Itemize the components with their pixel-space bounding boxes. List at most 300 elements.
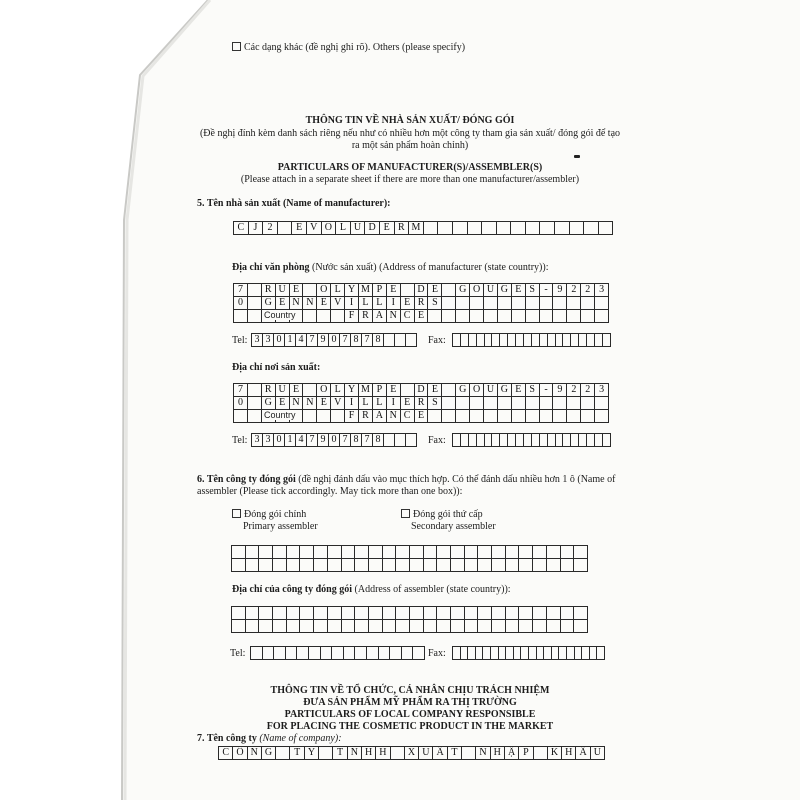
char-cell[interactable]	[573, 545, 588, 559]
char-cell[interactable]: D	[414, 383, 429, 397]
char-cell[interactable]	[452, 221, 468, 235]
char-cell[interactable]	[302, 283, 317, 297]
char-cell[interactable]	[497, 309, 512, 323]
char-cell[interactable]	[469, 309, 484, 323]
char-cell[interactable]	[455, 396, 470, 410]
char-cell[interactable]	[552, 309, 567, 323]
char-cell[interactable]	[277, 221, 293, 235]
char-cell[interactable]	[247, 296, 262, 310]
char-cell[interactable]: F	[344, 309, 359, 323]
char-cell[interactable]	[464, 558, 479, 572]
char-cell[interactable]	[546, 558, 561, 572]
char-cell[interactable]	[450, 619, 465, 633]
char-cell[interactable]	[539, 296, 554, 310]
char-cell[interactable]	[598, 221, 614, 235]
char-cell[interactable]: H	[490, 746, 505, 760]
char-cell[interactable]: T	[447, 746, 462, 760]
char-cell[interactable]: 4	[295, 433, 307, 447]
char-cell[interactable]: G	[455, 383, 470, 397]
char-cell[interactable]	[505, 619, 520, 633]
char-cell[interactable]	[491, 558, 506, 572]
char-cell[interactable]: T	[289, 746, 304, 760]
office-tel-grid[interactable]	[251, 333, 416, 347]
char-cell[interactable]	[533, 746, 548, 760]
char-cell[interactable]: E	[379, 221, 395, 235]
char-cell[interactable]	[481, 221, 497, 235]
char-cell[interactable]	[441, 296, 456, 310]
char-cell[interactable]: E	[400, 296, 415, 310]
char-cell[interactable]	[233, 409, 248, 423]
char-cell[interactable]	[247, 396, 262, 410]
char-cell[interactable]	[247, 409, 262, 423]
char-cell[interactable]	[395, 619, 410, 633]
char-cell[interactable]: E	[289, 283, 304, 297]
char-cell[interactable]	[368, 558, 383, 572]
char-cell[interactable]: 0	[233, 296, 248, 310]
char-cell[interactable]	[594, 309, 609, 323]
char-cell[interactable]	[382, 619, 397, 633]
char-cell[interactable]	[341, 558, 356, 572]
char-cell[interactable]	[469, 396, 484, 410]
char-cell[interactable]: N	[386, 409, 401, 423]
char-cell[interactable]: R	[414, 396, 429, 410]
char-cell[interactable]	[539, 409, 554, 423]
char-cell[interactable]	[313, 606, 328, 620]
char-cell[interactable]: V	[306, 221, 322, 235]
char-cell[interactable]: 7	[361, 333, 373, 347]
char-cell[interactable]: 3	[262, 333, 274, 347]
char-cell[interactable]	[461, 746, 476, 760]
char-cell[interactable]	[554, 221, 570, 235]
char-cell[interactable]: 1	[284, 333, 296, 347]
char-cell[interactable]	[594, 409, 609, 423]
char-cell[interactable]: 7	[339, 433, 351, 447]
char-cell[interactable]	[602, 333, 611, 347]
char-cell[interactable]: R	[394, 221, 410, 235]
factory-address-row[interactable]	[233, 396, 608, 410]
char-cell[interactable]: D	[414, 283, 429, 297]
char-cell[interactable]	[368, 619, 383, 633]
char-cell[interactable]: C	[400, 309, 415, 323]
char-cell[interactable]	[405, 333, 417, 347]
char-cell[interactable]: Y	[304, 746, 319, 760]
char-cell[interactable]: P	[518, 746, 533, 760]
char-cell[interactable]	[341, 619, 356, 633]
char-cell[interactable]: J	[248, 221, 264, 235]
char-cell[interactable]: O	[469, 383, 484, 397]
char-cell[interactable]	[258, 558, 273, 572]
char-cell[interactable]: S	[525, 383, 540, 397]
char-cell[interactable]	[341, 606, 356, 620]
char-cell[interactable]	[437, 221, 453, 235]
char-cell[interactable]	[436, 619, 451, 633]
char-cell[interactable]	[573, 558, 588, 572]
char-cell[interactable]	[525, 221, 541, 235]
primary-assembler-checkbox[interactable]	[232, 509, 241, 518]
char-cell[interactable]	[518, 545, 533, 559]
char-cell[interactable]: Ẩ	[575, 746, 590, 760]
char-cell[interactable]	[477, 545, 492, 559]
char-cell[interactable]: G	[261, 746, 276, 760]
char-cell[interactable]: E	[414, 309, 429, 323]
char-cell[interactable]: 0	[273, 333, 285, 347]
char-cell[interactable]	[390, 746, 405, 760]
char-cell[interactable]	[245, 545, 260, 559]
char-cell[interactable]	[505, 558, 520, 572]
char-cell[interactable]	[423, 606, 438, 620]
char-cell[interactable]	[441, 409, 456, 423]
char-cell[interactable]: U	[418, 746, 433, 760]
char-cell[interactable]: E	[386, 283, 401, 297]
char-cell[interactable]: U	[275, 283, 290, 297]
char-cell[interactable]: 9	[552, 283, 567, 297]
char-cell[interactable]	[518, 558, 533, 572]
char-cell[interactable]	[286, 558, 301, 572]
char-cell[interactable]	[532, 619, 547, 633]
char-cell[interactable]	[299, 606, 314, 620]
char-cell[interactable]	[436, 558, 451, 572]
char-cell[interactable]	[330, 409, 345, 423]
char-cell[interactable]	[546, 545, 561, 559]
factory-address-row[interactable]	[233, 383, 608, 397]
char-cell[interactable]: 2	[580, 283, 595, 297]
char-cell[interactable]: C	[233, 221, 249, 235]
char-cell[interactable]	[496, 221, 512, 235]
char-cell[interactable]	[395, 558, 410, 572]
manufacturer-name-grid[interactable]	[233, 221, 612, 235]
char-cell[interactable]	[382, 558, 397, 572]
char-cell[interactable]: Y	[344, 383, 359, 397]
char-cell[interactable]: H	[561, 746, 576, 760]
char-cell[interactable]	[483, 409, 498, 423]
char-cell[interactable]: 0	[273, 433, 285, 447]
char-cell[interactable]: G	[261, 296, 276, 310]
char-cell[interactable]	[518, 606, 533, 620]
char-cell[interactable]	[327, 558, 342, 572]
char-cell[interactable]	[245, 606, 260, 620]
char-cell[interactable]	[313, 619, 328, 633]
char-cell[interactable]	[409, 606, 424, 620]
char-cell[interactable]	[573, 606, 588, 620]
char-cell[interactable]	[477, 606, 492, 620]
char-cell[interactable]	[497, 296, 512, 310]
char-cell[interactable]: N	[289, 396, 304, 410]
char-cell[interactable]	[566, 409, 581, 423]
char-cell[interactable]: 3	[594, 283, 609, 297]
char-cell[interactable]	[483, 396, 498, 410]
char-cell[interactable]	[594, 396, 609, 410]
primary-assembler-option[interactable]: Đóng gói chính	[232, 509, 306, 520]
char-cell[interactable]: U	[483, 383, 498, 397]
char-cell[interactable]	[272, 545, 287, 559]
char-cell[interactable]	[382, 545, 397, 559]
char-cell[interactable]	[505, 545, 520, 559]
char-cell[interactable]: 8	[350, 333, 362, 347]
char-cell[interactable]: E	[400, 396, 415, 410]
char-cell[interactable]: E	[427, 383, 442, 397]
char-cell[interactable]: 3	[262, 433, 274, 447]
char-cell[interactable]	[354, 606, 369, 620]
char-cell[interactable]	[409, 558, 424, 572]
char-cell[interactable]: 7	[233, 383, 248, 397]
char-cell[interactable]: G	[455, 283, 470, 297]
char-cell[interactable]: R	[358, 309, 373, 323]
char-cell[interactable]: E	[511, 283, 526, 297]
char-cell[interactable]: D	[364, 221, 380, 235]
char-cell[interactable]	[231, 606, 246, 620]
office-address-row[interactable]	[233, 296, 608, 310]
char-cell[interactable]	[596, 646, 605, 660]
char-cell[interactable]: Ô	[232, 746, 247, 760]
char-cell[interactable]	[302, 309, 317, 323]
char-cell[interactable]	[510, 221, 526, 235]
char-cell[interactable]	[525, 296, 540, 310]
char-cell[interactable]	[231, 545, 246, 559]
char-cell[interactable]	[412, 646, 425, 660]
char-cell[interactable]: H	[375, 746, 390, 760]
char-cell[interactable]	[258, 619, 273, 633]
char-cell[interactable]	[483, 309, 498, 323]
char-cell[interactable]	[450, 545, 465, 559]
char-cell[interactable]: G	[261, 396, 276, 410]
char-cell[interactable]: L	[372, 396, 387, 410]
char-cell[interactable]: R	[414, 296, 429, 310]
char-cell[interactable]	[330, 309, 345, 323]
char-cell[interactable]: L	[358, 296, 373, 310]
assembler-address-row[interactable]	[231, 606, 587, 620]
char-cell[interactable]: P	[372, 283, 387, 297]
char-cell[interactable]	[275, 746, 290, 760]
assembler-address-row[interactable]	[231, 619, 587, 633]
char-cell[interactable]	[441, 309, 456, 323]
char-cell[interactable]: U	[275, 383, 290, 397]
char-cell[interactable]: E	[289, 383, 304, 397]
char-cell[interactable]	[525, 396, 540, 410]
char-cell[interactable]	[395, 606, 410, 620]
char-cell[interactable]: U	[483, 283, 498, 297]
char-cell[interactable]: R	[261, 283, 276, 297]
char-cell[interactable]	[272, 558, 287, 572]
char-cell[interactable]	[511, 309, 526, 323]
char-cell[interactable]: E	[275, 296, 290, 310]
char-cell[interactable]	[525, 309, 540, 323]
char-cell[interactable]	[464, 545, 479, 559]
char-cell[interactable]: G	[497, 283, 512, 297]
char-cell[interactable]	[539, 396, 554, 410]
char-cell[interactable]: 0	[328, 433, 340, 447]
char-cell[interactable]	[318, 746, 333, 760]
char-cell[interactable]	[546, 619, 561, 633]
char-cell[interactable]: N	[475, 746, 490, 760]
char-cell[interactable]	[327, 606, 342, 620]
char-cell[interactable]: A	[372, 409, 387, 423]
char-cell[interactable]	[580, 309, 595, 323]
others-checkbox[interactable]	[232, 42, 241, 51]
char-cell[interactable]	[368, 545, 383, 559]
char-cell[interactable]	[573, 619, 588, 633]
char-cell[interactable]: G	[497, 383, 512, 397]
char-cell[interactable]: R	[261, 383, 276, 397]
char-cell[interactable]: 9	[552, 383, 567, 397]
char-cell[interactable]	[525, 409, 540, 423]
char-cell[interactable]	[441, 383, 456, 397]
char-cell[interactable]	[580, 296, 595, 310]
char-cell[interactable]	[341, 545, 356, 559]
char-cell[interactable]: 7	[361, 433, 373, 447]
char-cell[interactable]: 8	[372, 433, 384, 447]
char-cell[interactable]	[423, 619, 438, 633]
char-cell[interactable]: O	[321, 221, 337, 235]
char-cell[interactable]	[539, 221, 555, 235]
char-cell[interactable]: 2	[566, 283, 581, 297]
char-cell[interactable]	[560, 558, 575, 572]
char-cell[interactable]	[455, 296, 470, 310]
char-cell[interactable]	[423, 558, 438, 572]
assembler-address-grid[interactable]	[231, 606, 587, 632]
char-cell[interactable]: Ấ	[432, 746, 447, 760]
char-cell[interactable]	[436, 545, 451, 559]
char-cell[interactable]	[247, 309, 262, 323]
char-cell[interactable]	[245, 558, 260, 572]
char-cell[interactable]	[560, 545, 575, 559]
office-address-row[interactable]	[233, 283, 608, 297]
char-cell[interactable]: F	[344, 409, 359, 423]
char-cell[interactable]: V	[330, 296, 345, 310]
char-cell[interactable]: 7	[306, 433, 318, 447]
assembler-name-row[interactable]	[231, 558, 587, 572]
char-cell[interactable]: O	[316, 383, 331, 397]
char-cell[interactable]: N	[302, 396, 317, 410]
char-cell[interactable]	[441, 396, 456, 410]
char-cell[interactable]	[302, 383, 317, 397]
char-cell[interactable]	[400, 283, 415, 297]
char-cell[interactable]: E	[316, 296, 331, 310]
char-cell[interactable]	[354, 558, 369, 572]
char-cell[interactable]	[477, 558, 492, 572]
char-cell[interactable]	[405, 433, 417, 447]
char-cell[interactable]	[316, 409, 331, 423]
char-cell[interactable]: N	[247, 746, 262, 760]
char-cell[interactable]	[518, 619, 533, 633]
char-cell[interactable]	[477, 619, 492, 633]
char-cell[interactable]	[511, 296, 526, 310]
char-cell[interactable]	[436, 606, 451, 620]
assembler-name-row[interactable]	[231, 545, 587, 559]
char-cell[interactable]: E	[427, 283, 442, 297]
char-cell[interactable]: E	[316, 396, 331, 410]
char-cell[interactable]	[427, 309, 442, 323]
char-cell[interactable]: 7	[339, 333, 351, 347]
char-cell[interactable]	[423, 545, 438, 559]
char-cell[interactable]	[602, 433, 611, 447]
char-cell[interactable]: -	[539, 283, 554, 297]
char-cell[interactable]	[594, 296, 609, 310]
char-cell[interactable]	[532, 558, 547, 572]
char-cell[interactable]: O	[316, 283, 331, 297]
char-cell[interactable]	[272, 606, 287, 620]
char-cell[interactable]: E	[414, 409, 429, 423]
char-cell[interactable]: T	[332, 746, 347, 760]
char-cell[interactable]: U	[350, 221, 366, 235]
char-cell[interactable]	[400, 383, 415, 397]
char-cell[interactable]	[566, 309, 581, 323]
char-cell[interactable]: L	[358, 396, 373, 410]
assembler-fax-grid[interactable]	[452, 646, 604, 660]
char-cell[interactable]	[327, 619, 342, 633]
others-option[interactable]: Các dạng khác (đề nghị ghi rõ). Others (please specify)	[232, 42, 465, 53]
char-cell[interactable]	[286, 606, 301, 620]
char-cell[interactable]	[511, 409, 526, 423]
char-cell[interactable]	[427, 409, 442, 423]
char-cell[interactable]: S	[525, 283, 540, 297]
char-cell[interactable]	[580, 396, 595, 410]
char-cell[interactable]	[247, 383, 262, 397]
char-cell[interactable]	[455, 409, 470, 423]
char-cell[interactable]: 3	[251, 333, 263, 347]
char-cell[interactable]: E	[386, 383, 401, 397]
office-fax-grid[interactable]	[452, 333, 610, 347]
char-cell[interactable]: 0	[328, 333, 340, 347]
char-cell[interactable]	[539, 309, 554, 323]
char-cell[interactable]	[491, 545, 506, 559]
char-cell[interactable]: U	[590, 746, 605, 760]
char-cell[interactable]	[313, 558, 328, 572]
char-cell[interactable]	[505, 606, 520, 620]
char-cell[interactable]	[583, 221, 599, 235]
char-cell[interactable]: N	[347, 746, 362, 760]
char-cell[interactable]	[450, 606, 465, 620]
char-cell[interactable]: I	[386, 296, 401, 310]
char-cell[interactable]	[469, 296, 484, 310]
char-cell[interactable]	[231, 558, 246, 572]
char-cell[interactable]	[469, 409, 484, 423]
char-cell[interactable]	[491, 606, 506, 620]
char-cell[interactable]	[569, 221, 585, 235]
char-cell[interactable]: V	[330, 396, 345, 410]
char-cell[interactable]	[580, 409, 595, 423]
char-cell[interactable]	[299, 619, 314, 633]
char-cell[interactable]: 3	[251, 433, 263, 447]
char-cell[interactable]: M	[358, 383, 373, 397]
char-cell[interactable]: 9	[317, 333, 329, 347]
char-cell[interactable]: 0	[233, 396, 248, 410]
char-cell[interactable]	[247, 283, 262, 297]
char-cell[interactable]	[286, 619, 301, 633]
char-cell[interactable]: 2	[262, 221, 278, 235]
char-cell[interactable]	[483, 296, 498, 310]
char-cell[interactable]	[552, 296, 567, 310]
char-cell[interactable]: I	[344, 296, 359, 310]
char-cell[interactable]: M	[358, 283, 373, 297]
char-cell[interactable]: 8	[350, 433, 362, 447]
char-cell[interactable]: 7	[306, 333, 318, 347]
char-cell[interactable]: 7	[233, 283, 248, 297]
char-cell[interactable]	[497, 409, 512, 423]
char-cell[interactable]: N	[386, 309, 401, 323]
char-cell[interactable]: 1	[284, 433, 296, 447]
char-cell[interactable]: 3	[594, 383, 609, 397]
char-cell[interactable]	[302, 409, 317, 423]
char-cell[interactable]: N	[302, 296, 317, 310]
char-cell[interactable]: O	[469, 283, 484, 297]
char-cell[interactable]: L	[330, 283, 345, 297]
char-cell[interactable]: 8	[372, 333, 384, 347]
char-cell[interactable]: C	[218, 746, 233, 760]
char-cell[interactable]: N	[289, 296, 304, 310]
factory-tel-grid[interactable]	[251, 433, 416, 447]
char-cell[interactable]	[546, 606, 561, 620]
char-cell[interactable]: P	[372, 383, 387, 397]
